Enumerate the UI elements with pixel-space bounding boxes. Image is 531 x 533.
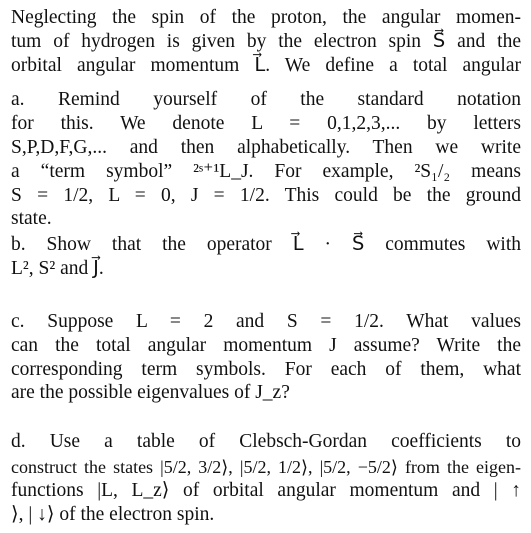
intro-line-3: orbital angular momentum L⃗. We define a total angular xyxy=(11,55,521,76)
part-b-line-1: b. Show that the operator L⃗ · S⃗ commutes with xyxy=(11,234,521,255)
part-d-line-1: d. Use a table of Clebsch-Gordan coefficients to xyxy=(11,431,521,452)
part-a-line-1: a. Remind yourself of the standard notation xyxy=(11,89,521,110)
part-a-line-4: a “term symbol” ²ˢ⁺¹L_J. For example, ²S₁/₂ means xyxy=(11,161,521,182)
part-c-line-4: are the possible eigenvalues of J_z? xyxy=(11,382,290,403)
part-a-line-6: state. xyxy=(11,208,52,229)
part-d-line-2: construct the states |5/2, 3/2⟩, |5/2, 1/2⟩, |5/2, −5/2⟩ from the eigen- xyxy=(11,457,521,477)
part-d-line-3: functions |L, L_z⟩ of orbital angular momentum and | ↑ xyxy=(11,480,521,501)
part-a-line-5: S = 1/2, L = 0, J = 1/2. This could be the ground xyxy=(11,185,521,206)
part-a-line-2: for this. We denote L = 0,1,2,3,... by letters xyxy=(11,113,521,134)
part-d-line-4: ⟩, | ↓⟩ of the electron spin. xyxy=(11,504,215,525)
intro-line-2: tum of hydrogen is given by the electron spin S⃗ and the xyxy=(11,31,521,52)
part-c-line-1: c. Suppose L = 2 and S = 1/2. What values xyxy=(11,311,521,332)
part-c-line-2: can the total angular momentum J assume? Write the xyxy=(11,335,521,356)
part-c-line-3: corresponding term symbols. For each of them, what xyxy=(11,359,521,380)
part-a-line-3: S,P,D,F,G,... and then alphabetically. Then we write xyxy=(11,137,521,158)
intro-line-1: Neglecting the spin of the proton, the angular momen- xyxy=(11,7,521,28)
part-b-line-2: L², S² and J⃗. xyxy=(11,258,104,279)
